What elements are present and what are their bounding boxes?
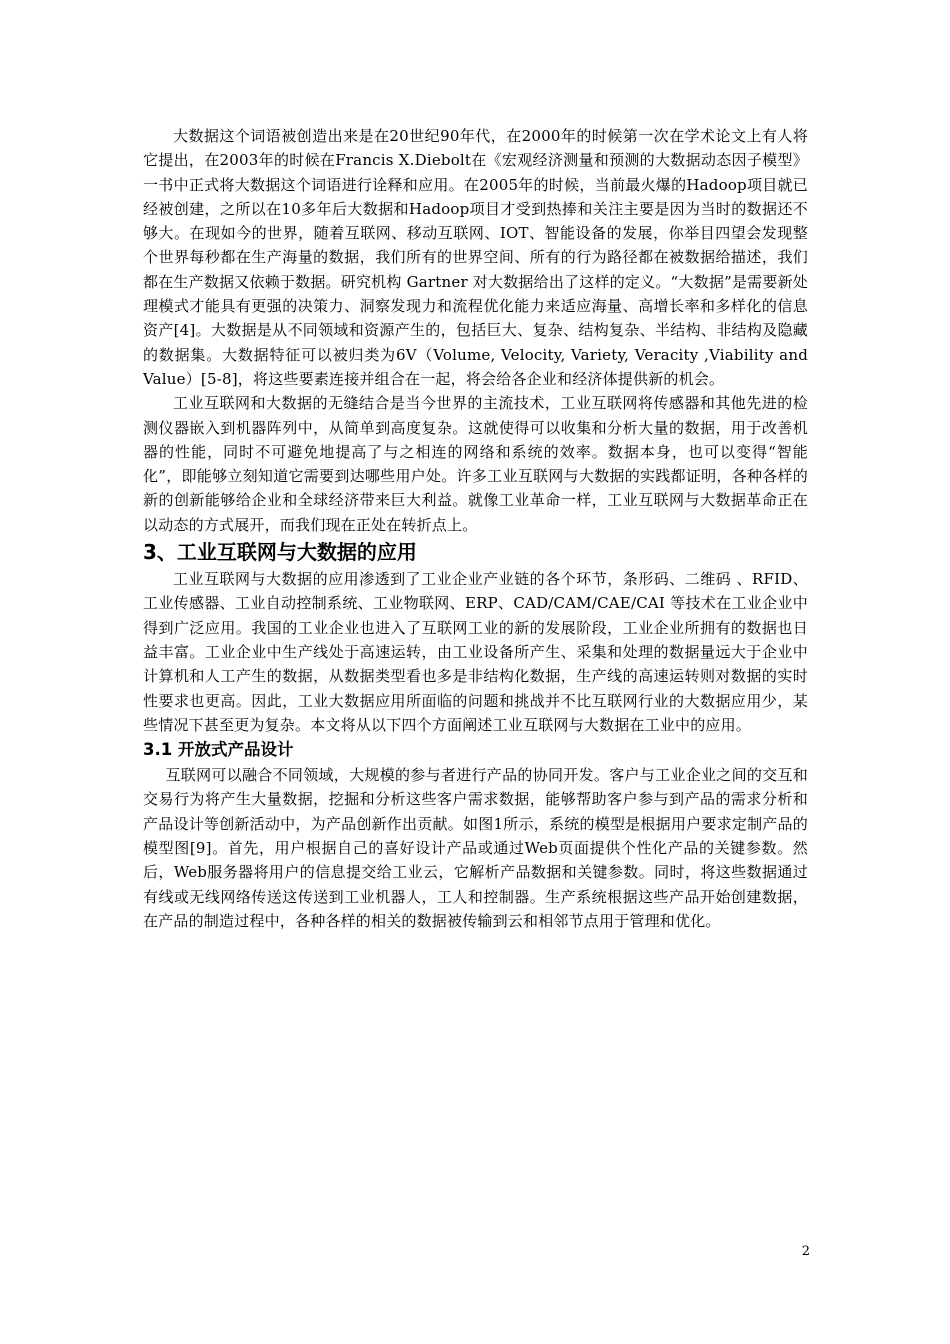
page-body	[143, 124, 808, 933]
section-3-1-paragraph: 互联网可以融合不同领域，大规模的参与者进行产品的协同开发。客户与工业企业之间的交互和交易行为将产生大量数据，挖掘和分析这些客户需求数据，能够帮助客户参与到产品的需求分析和产品设计等创新活动中，为产品创新作出贡献。如图1所示，系统的模型是根据用户要求定制产品的模型图[9]。首先，用户根据自己的喜好设计产品或通过Web页面提供个性化产品的关键参数。然后，Web服务器将用户的信息提交给工业云，它解析产品数据和关键参数。同时，将这些数据通过有线或无线网络传送这传送到工业机器人，工人和控制器。生产系统根据这些产品开始创建数据，在产品的制造过程中，各种各样的相关的数据被传输到云和相邻节点用于管理和优化。	[143, 766, 808, 930]
page-number: 2	[801, 1244, 810, 1259]
section-3-1-heading: 3.1 开放式产品设计	[143, 740, 294, 760]
paragraph-big-data-history: 大数据这个词语被创造出来是在20世纪90年代，在2000年的时候第一次在学术论文上有人将它提出，在2003年的时候在Francis X.Diebolt在《宏观经济测量和预测的大数据动态因子模型》一书中正式将大数据这个词语进行诠释和应用。在2005年的时候，当前最火爆的Hadoop项目就已经被创建，之所以在10多年后大数据和Hadoop项目才受到热捧和关注主要是因为当时的数据还不够大。在现如今的世界，随着互联网、移动互联网、IOT、智能设备的发展，你举目四望会发现整个世界每秒都在生产海量的数据，我们所有的世界空间、所有的行为路径都在被数据给描述，我们都在生产数据又依赖于数据。研究机构 Gartner 对大数据给出了这样的定义。“大数据”是需要新处理模式才能具有更强的决策力、洞察发现力和流程优化能力来适应海量、高增长率和多样化的信息资产[4]。大数据是从不同领域和资源产生的，包括巨大、复杂、结构复杂、半结构、非结构及隐藏的数据集。大数据特征可以被归类为6V（Volume, Velocity, Variety, Veracity ,Viability and Value）[5-8]，将这些要素连接并组合在一起，将会给各企业和经济体提供新的机会。	[143, 127, 808, 388]
section-3-paragraph: 工业互联网与大数据的应用渗透到了工业企业产业链的各个环节，条形码、二维码 、RFID、工业传感器、工业自动控制系统、工业物联网、ERP、CAD/CAM/CAE/CAI 等技术在工业企业中得到广泛应用。我国的工业企业也进入了互联网工业的新的发展阶段，工业企业所拥有的数据也日益丰富。工业企业中生产线处于高速运转，由工业设备所产生、采集和处理的数据量远大于企业中计算机和人工产生的数据，从数据类型看也多是非结构化数据，生产线的高速运转则对数据的实时性要求也更高。因此，工业大数据应用所面临的问题和挑战并不比互联网行业的大数据应用少，某些情况下甚至更为复杂。本文将从以下四个方面阐述工业互联网与大数据在工业中的应用。	[143, 570, 808, 734]
section-3-heading: 3、工业互联网与大数据的应用	[143, 540, 417, 565]
paragraph-industrial-internet-big-data: 工业互联网和大数据的无缝结合是当今世界的主流技术，工业互联网将传感器和其他先进的检测仪器嵌入到机器阵列中，从简单到高度复杂。这就使得可以收集和分析大量的数据，用于改善机器的性能，同时不可避免地提高了与之相连的网络和系统的效率。数据本身，也可以变得“智能化”，即能够立刻知道它需要到达哪些用户处。许多工业互联网与大数据的实践都证明，各种各样的新的创新能够给企业和全球经济带来巨大利益。就像工业革命一样，工业互联网与大数据革命正在以动态的方式展开，而我们现在正处在转折点上。	[143, 394, 808, 534]
